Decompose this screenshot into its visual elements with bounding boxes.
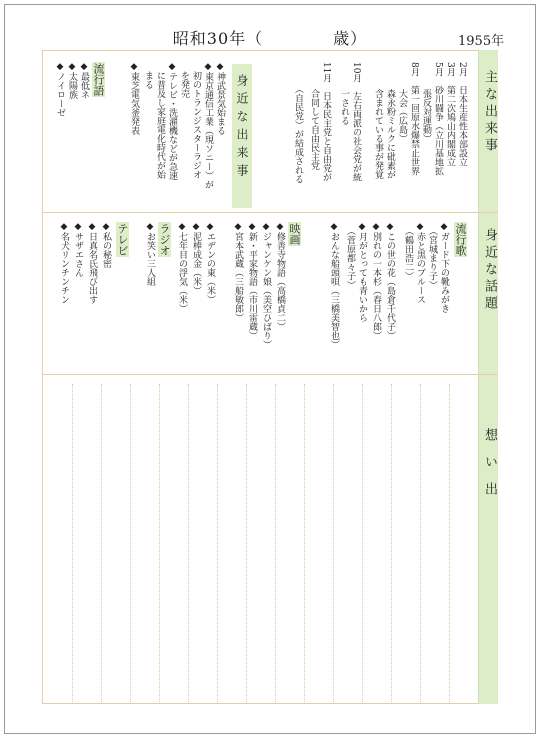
event-line: 張反対運動） xyxy=(421,62,431,143)
nearby-line: ◆東芝電気釜発表 xyxy=(129,62,139,135)
memo-line xyxy=(188,384,189,704)
movie-line: ◆七年目の浮気（米） xyxy=(177,222,187,313)
memo-line xyxy=(449,384,450,704)
divider-2 xyxy=(42,374,498,375)
songs-heading: 流行歌 xyxy=(454,223,467,256)
buzzword-item: ◆太陽族 xyxy=(67,62,77,99)
song-line: （菅原都々子） xyxy=(345,222,355,290)
song-line: ◆赤と黒のブルース xyxy=(415,222,425,304)
movies-heading: 映画 xyxy=(288,223,301,245)
tv-line: ◆日真名氏飛び出す xyxy=(87,222,97,304)
event-line: 森永粉ミルクに砒素が xyxy=(385,62,395,179)
event-line: 10月 左右両派の社会党が統 xyxy=(351,62,361,182)
section-memories: 想い出 xyxy=(482,428,497,509)
song-line: （宮城まり子） xyxy=(427,222,437,290)
nearby-line: に普及し家庭電化時代が始 xyxy=(155,62,165,179)
nearby-line: ◆東京通信工業（現ソニー）が xyxy=(203,62,213,189)
memo-line xyxy=(130,384,131,704)
memo-line xyxy=(362,384,363,704)
movie-line: ◆泥棒成金（米） xyxy=(191,222,201,295)
event-line: 一される xyxy=(339,62,349,125)
title-age-suffix: 歳） xyxy=(333,29,368,48)
song-line: ◆ガード下の靴みがき xyxy=(439,222,449,313)
event-line: （自民党）が結成される xyxy=(293,62,303,184)
memo-line xyxy=(159,384,160,704)
song-line: ◆別れの一本杉（春日八郎） xyxy=(371,222,381,340)
memo-line xyxy=(391,384,392,704)
movie-line: ◆エデンの東（米） xyxy=(205,222,215,304)
title-year: 昭和30年（ xyxy=(172,29,264,48)
sidebar-memories xyxy=(478,375,498,704)
nearby-line: 初のトランジスターラジオ xyxy=(191,62,201,179)
event-line: 含まれている事が発覚 xyxy=(373,62,383,179)
memo-line xyxy=(304,384,305,704)
event-line: 11月 日本民主党と自由党が xyxy=(321,62,331,182)
section-main-events: 主な出来事 xyxy=(482,70,497,155)
event-line: 3月 第二次鳩山内閣成立 xyxy=(445,62,455,167)
memo-line xyxy=(217,384,218,704)
tv-line: ◆名犬リンチンチン xyxy=(59,222,69,304)
section-nearby-topics: 身近な話題 xyxy=(482,228,497,313)
radio-line: ◆お笑い三人組 xyxy=(145,222,155,286)
nearby-events-heading: 身近な出来事 xyxy=(235,74,249,182)
tv-line: ◆私の秘密 xyxy=(101,222,111,268)
nearby-line: ◆テレビ・洗濯機などが急速 xyxy=(167,62,177,180)
memo-line xyxy=(101,384,102,704)
memo-line xyxy=(275,384,276,704)
content-sheet xyxy=(42,50,498,704)
movie-line: ◆修善寺物語（高橋貞二） xyxy=(275,222,285,331)
tv-line: ◆サザエさん xyxy=(73,222,83,277)
memo-line xyxy=(333,384,334,704)
nearby-line: まる xyxy=(143,62,153,89)
movie-line: ◆宮本武蔵（三船敏郎） xyxy=(233,222,243,322)
year-ad-label: 1955年 xyxy=(458,34,505,49)
song-line: ◆おんな船頭唄（三橋美智也） xyxy=(329,222,339,349)
nearby-line: ◆神武景気始まる xyxy=(215,62,225,135)
movie-line: ◆新・平家物語（市川雷蔵） xyxy=(247,222,257,340)
memo-line xyxy=(420,384,421,704)
tv-heading: テレビ xyxy=(116,223,129,256)
song-line: （鶴田浩二） xyxy=(403,222,413,281)
event-line: 大会（広島） xyxy=(397,62,407,143)
movie-line: ◆ジャンケン娘（美空ひばり） xyxy=(261,222,271,349)
memo-line xyxy=(72,384,73,704)
song-line: ◆月がとっても青いから xyxy=(357,222,367,322)
buzzword-item: ◆ノイローゼ xyxy=(55,62,65,117)
buzzword-heading: 流行語 xyxy=(92,63,105,96)
divider-1 xyxy=(42,212,498,213)
event-line: 8月 第一回原水爆禁止世界 xyxy=(409,62,419,176)
event-line: 合同して自由民主党 xyxy=(309,62,319,170)
nearby-line: を発売 xyxy=(179,62,189,98)
event-line: 2月 日本生産性本部設立 xyxy=(457,62,467,167)
radio-heading: ラジオ xyxy=(158,223,171,256)
memo-line xyxy=(246,384,247,704)
buzzword-item: ◆最低ネ xyxy=(79,62,89,99)
song-line: ◆この世の花（島倉千代子） xyxy=(385,222,395,340)
event-line: 5月 砂川闘争（立川基地拡 xyxy=(433,62,443,176)
